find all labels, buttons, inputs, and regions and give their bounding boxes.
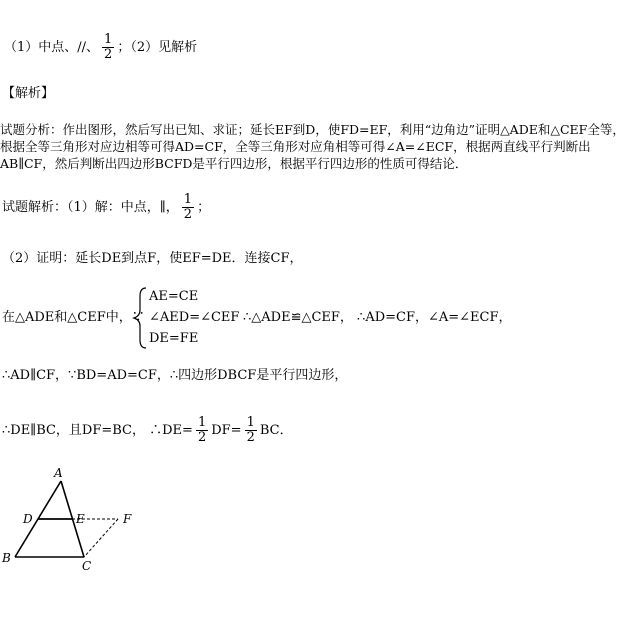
label-A: A <box>54 466 63 480</box>
solution-line-4: ∴AD∥CF，∵BD=AD=CF，∴四边形DBCF是平行四边形， <box>2 368 348 383</box>
answer-part2: ；（2）见解析 <box>117 40 198 55</box>
solution-line-1: 试题解析：（1）解：中点，∥， $\frac{1}{2}$ ； <box>2 192 211 222</box>
solution-line-5: ∴DE∥BC，且DF=BC， ∴DE= $\frac{1}{2}$ DF= $\frac{1}{2}$ BC． <box>2 415 293 445</box>
label-B: B <box>2 551 11 565</box>
analysis-paragraph: 试题分析：作出图形，然后写出已知、求证；延长EF到D，使FD=EF，利用“边角边”证明△ADE和△CEF全等，根据全等三角形对应边相等可得AD=CF，全等三角形对应角相等可得∠A=∠ECF，根据两直线平行判断出AB∥CF，然后判断出四边形BCFD是平行四边形，根据平行四边形的性质可得结论． <box>0 122 625 171</box>
line5-fraction-1: $\frac{1}{2}$ <box>197 415 207 445</box>
solution-line-3-prefix: 在△ADE和△CEF中，∵ <box>2 310 145 325</box>
label-C: C <box>82 559 92 573</box>
label-F: F <box>123 512 132 526</box>
label-E: E <box>76 512 85 526</box>
system-eq-1: AE=CE <box>149 289 199 304</box>
answer-fraction: $\frac{1}{2}$ <box>104 32 113 62</box>
system-eq-3: DE=FE <box>149 331 199 346</box>
system-eq-2: ∠AED=∠CEF <box>149 310 240 325</box>
analysis-heading: 【解析】 <box>2 86 55 101</box>
solution-fraction-half: $\frac{1}{2}$ <box>183 192 193 222</box>
solution-line-2: （2）证明：延长DE到点F，使EF=DE．连接CF， <box>2 251 303 266</box>
label-D: D <box>23 512 33 526</box>
segment-FC-dashed <box>84 519 118 557</box>
line5-fraction-2: $\frac{1}{2}$ <box>246 415 255 445</box>
answer-part1: （1）中点、//、 <box>4 40 100 55</box>
solution-line-3-suffix: ∴△ADE≌△CEF， ∴AD=CF，∠A=∠ECF， <box>243 310 512 325</box>
